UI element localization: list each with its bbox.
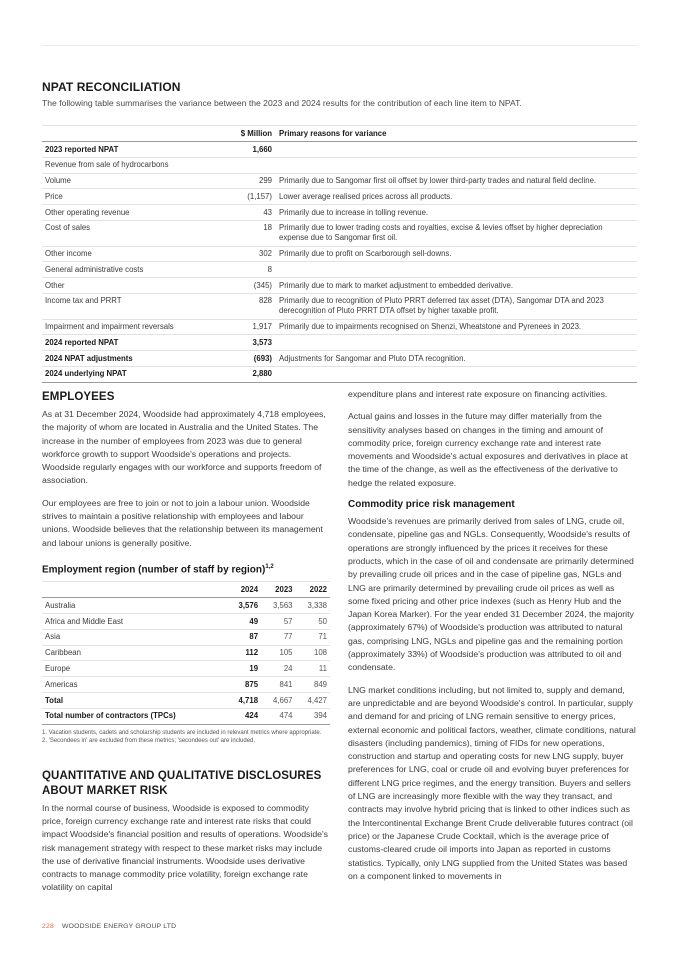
npat-row xyxy=(42,319,637,335)
employment-2023: 105 xyxy=(261,645,295,661)
npat-row xyxy=(42,278,637,294)
npat-row xyxy=(42,205,637,221)
commodity-title: Commodity price risk management xyxy=(348,499,515,511)
employment-2024: 4,718 xyxy=(227,693,261,709)
npat-reason: Primarily due to profit on Scarborough sell-downs. xyxy=(276,246,637,262)
employment-2024: 3,576 xyxy=(227,598,261,614)
employment-2023: 3,563 xyxy=(261,598,295,614)
npat-amount: 302 xyxy=(198,246,276,262)
commodity-paragraph-1: Woodside's revenues are primarily derived from sales of LNG, crude oil, condensate, pipeline gas and NGLs. Consequently, Woodside's results of operations are strongly influenced by the prices it receives for these products, which in the case of oil and condensate are primarily determined by prevailing crude oil prices and in the case of pipeline gas, NGLs and LNG are primarily determined by prevailing crude oil prices as well as some fixed pricing and other price indexes (such as Henry Hub and the Japan Korea Marker). For the year ended 31 December 2024, the majority (approximately 67%) of Woodside's production was attributed to natural gas, comprising LNG, NGLs and pipeline gas and the remaining portion (approximately 33%) of Woodside's production was attributed to oil and condensate. xyxy=(348,516,634,673)
employment-region: Africa and Middle East xyxy=(42,614,227,630)
employment-header-2024: 2024 xyxy=(227,582,261,598)
npat-amount: 1,660 xyxy=(198,142,276,158)
npat-amount: (1,157) xyxy=(198,189,276,205)
npat-amount: 43 xyxy=(198,205,276,221)
employment-2024: 19 xyxy=(227,661,261,677)
market-risk-title: QUANTITATIVE AND QUALITATIVE DISCLOSURES ABOUT MARKET RISK xyxy=(42,769,322,797)
employees-paragraph-2: Our employees are free to join or not to join a labour union. Woodside strives to maintain a positive relationship with employees and labour unions. Woodside believes that the relationship between its management and labour unions is generally positive. xyxy=(42,497,323,548)
employment-header-2022: 2022 xyxy=(296,582,330,598)
page-number: 228 xyxy=(42,923,54,930)
npat-row xyxy=(42,220,637,246)
employment-header-region xyxy=(42,582,227,598)
employment-row xyxy=(42,693,330,709)
employment-row xyxy=(42,629,330,645)
npat-row xyxy=(42,173,637,189)
npat-item: 2023 reported NPAT xyxy=(42,142,198,158)
employment-2022: 71 xyxy=(296,629,330,645)
employment-row xyxy=(42,598,330,614)
page-footer xyxy=(42,923,176,930)
npat-item: Other xyxy=(42,278,198,294)
employees-paragraph-1: As at 31 December 2024, Woodside had approximately 4,718 employees, the majority of whom are located in Australia and the United States. The increase in the number of employees from 2023 was due to general workforce growth to support Woodside's operations and projects. Woodside regularly engages with our workforce and supports freedom of association. xyxy=(42,409,326,486)
npat-item: 2024 underlying NPAT xyxy=(42,366,198,382)
footnote-2: 2. 'Secondees in' are excluded from these metrics; 'secondees out' are included. xyxy=(42,737,256,744)
npat-reason: Primarily due to mark to market adjustment to embedded derivative. xyxy=(276,278,637,294)
npat-reason: Primarily due to increase in tolling revenue. xyxy=(276,205,637,221)
npat-amount: 1,917 xyxy=(198,319,276,335)
employment-table xyxy=(42,581,330,724)
npat-amount: 3,573 xyxy=(198,335,276,351)
npat-header-row xyxy=(42,126,637,142)
footnote-1: 1. Vacation students, cadets and scholarship students are included in relevant metrics where appropriate. xyxy=(42,729,322,736)
employment-region: Total number of contractors (TPCs) xyxy=(42,708,227,724)
npat-item: 2024 NPAT adjustments xyxy=(42,351,198,367)
npat-amount: 8 xyxy=(198,262,276,278)
employees-title: EMPLOYEES xyxy=(42,391,115,403)
right-column xyxy=(348,388,637,892)
npat-item: Revenue from sale of hydrocarbons xyxy=(42,157,198,173)
npat-row xyxy=(42,189,637,205)
npat-item: Income tax and PRRT xyxy=(42,293,198,319)
npat-reason: Primarily due to impairments recognised on Shenzi, Wheatstone and Pyrenees in 2023. xyxy=(276,319,637,335)
employment-2024: 87 xyxy=(227,629,261,645)
commodity-paragraph-2: LNG market conditions including, but not limited to, supply and demand, are unpredictable and are beyond Woodside's control. In particular, supply and demand for and pricing of LNG remain sensitive to energy prices, external economic and political factors, weather, climate conditions, natural disasters (including pandemics), timing of FIDs for new operations, construction and startup and operating costs for new LNG supply, buyer preferences for LNG, coal or crude oil and evolving buyer preferences for different LNG price regimes, and the energy transition. Buyers and sellers of LNG are increasingly more flexible with the way they transact, and contracts may involve hybrid pricing that is linked to other indices such as the Intercontinental Exchange Brent Crude deliverable futures contract (oil price) or the Japanese Crude Cocktail, which is the average price of customs-cleared crude oil imports into Japan as reported in customs statistics. Typically, only LNG supplied from the United States was based on a component linked to movements in xyxy=(348,684,636,881)
npat-reason xyxy=(276,157,637,173)
left-column xyxy=(42,390,330,904)
npat-item: Impairment and impairment reversals xyxy=(42,319,198,335)
employment-body xyxy=(42,598,330,724)
npat-item: Volume xyxy=(42,173,198,189)
npat-reason xyxy=(276,142,637,158)
employment-region: Australia xyxy=(42,598,227,614)
employment-2024: 49 xyxy=(227,614,261,630)
employment-2023: 77 xyxy=(261,629,295,645)
npat-amount: 18 xyxy=(198,220,276,246)
npat-item: 2024 reported NPAT xyxy=(42,335,198,351)
employment-2022: 4,427 xyxy=(296,693,330,709)
npat-row xyxy=(42,246,637,262)
npat-item: Other operating revenue xyxy=(42,205,198,221)
market-risk-paragraph-1: In the normal course of business, Woodside is exposed to commodity price, foreign currency exchange rate and interest rate risks that could impact Woodside's financial position and results of operations. Woodside's risk management strategy with respect to these market risks may include the use of derivative financial instruments. Woodside uses derivative contracts to manage commodity price volatility, foreign exchange rate volatility on capital xyxy=(42,802,328,893)
employment-header-row xyxy=(42,582,330,598)
npat-row xyxy=(42,335,637,351)
npat-row xyxy=(42,157,637,173)
npat-header-item xyxy=(42,126,198,142)
employment-table-title-text: Employment region (number of staff by region) xyxy=(42,564,266,576)
npat-amount: 2,880 xyxy=(198,366,276,382)
employment-2024: 875 xyxy=(227,677,261,693)
npat-item: Other income xyxy=(42,246,198,262)
npat-item: General administrative costs xyxy=(42,262,198,278)
npat-reason: Primarily due to recognition of Pluto PRRT deferred tax asset (DTA), Sangomar DTA and 2023 derecognition of Pluto PRRT DTA offset by higher taxable profit. xyxy=(276,293,637,319)
npat-row xyxy=(42,262,637,278)
company-name: WOODSIDE ENERGY GROUP LTD xyxy=(62,923,177,930)
employment-2022: 108 xyxy=(296,645,330,661)
npat-reason xyxy=(276,262,637,278)
employment-2022: 11 xyxy=(296,661,330,677)
npat-item: Cost of sales xyxy=(42,220,198,246)
employment-region: Europe xyxy=(42,661,227,677)
employment-2022: 50 xyxy=(296,614,330,630)
employment-2022: 849 xyxy=(296,677,330,693)
npat-reason: Primarily due to lower trading costs and royalties, excise & levies offset by higher depreciation expense due to Sangomar first oil. xyxy=(276,220,637,246)
employment-row xyxy=(42,708,330,724)
npat-title: NPAT RECONCILIATION xyxy=(42,80,181,94)
employment-2022: 394 xyxy=(296,708,330,724)
employment-footnotes xyxy=(42,729,330,745)
npat-amount xyxy=(198,157,276,173)
employment-2023: 474 xyxy=(261,708,295,724)
employment-2022: 3,338 xyxy=(296,598,330,614)
npat-header-reason: Primary reasons for variance xyxy=(276,126,637,142)
npat-amount: 828 xyxy=(198,293,276,319)
employment-2024: 112 xyxy=(227,645,261,661)
npat-row xyxy=(42,351,637,367)
npat-reason xyxy=(276,335,637,351)
top-rule xyxy=(42,45,637,46)
employment-row xyxy=(42,661,330,677)
npat-item: Price xyxy=(42,189,198,205)
npat-row xyxy=(42,366,637,382)
employment-region: Americas xyxy=(42,677,227,693)
npat-amount: (693) xyxy=(198,351,276,367)
npat-row xyxy=(42,293,637,319)
employment-header-2023: 2023 xyxy=(261,582,295,598)
employment-2023: 24 xyxy=(261,661,295,677)
npat-body xyxy=(42,142,637,383)
employment-row xyxy=(42,645,330,661)
employment-region: Total xyxy=(42,693,227,709)
market-risk-paragraph-2: Actual gains and losses in the future may differ materially from the sensitivity analyses based on changes in the timing and amount of commodity price, foreign currency exchange rate and interest rate movements and Woodside's actual exposures and derivatives in place at the time of the change, as well as the effectiveness of the derivative to hedge the related exposure. xyxy=(348,411,628,488)
npat-intro: The following table summarises the variance between the 2023 and 2024 results for the contribution of each line item to NPAT. xyxy=(42,98,522,108)
npat-table xyxy=(42,125,637,383)
employment-table-title xyxy=(42,564,330,575)
employment-2023: 841 xyxy=(261,677,295,693)
employment-region: Asia xyxy=(42,629,227,645)
npat-header-amount: $ Million xyxy=(198,126,276,142)
npat-row xyxy=(42,142,637,158)
npat-reason: Lower average realised prices across all products. xyxy=(276,189,637,205)
employment-2024: 424 xyxy=(227,708,261,724)
employment-table-title-sup: 1,2 xyxy=(265,563,274,570)
market-risk-paragraph-1-continued: expenditure plans and interest rate exposure on financing activities. xyxy=(348,389,608,399)
employment-2023: 57 xyxy=(261,614,295,630)
npat-reason: Primarily due to Sangomar first oil offset by lower third-party trades and natural field decline. xyxy=(276,173,637,189)
employment-2023: 4,667 xyxy=(261,693,295,709)
npat-reason: Adjustments for Sangomar and Pluto DTA recognition. xyxy=(276,351,637,367)
npat-amount: (345) xyxy=(198,278,276,294)
npat-reason xyxy=(276,366,637,382)
npat-amount: 299 xyxy=(198,173,276,189)
employment-row xyxy=(42,677,330,693)
employment-row xyxy=(42,614,330,630)
employment-region: Caribbean xyxy=(42,645,227,661)
